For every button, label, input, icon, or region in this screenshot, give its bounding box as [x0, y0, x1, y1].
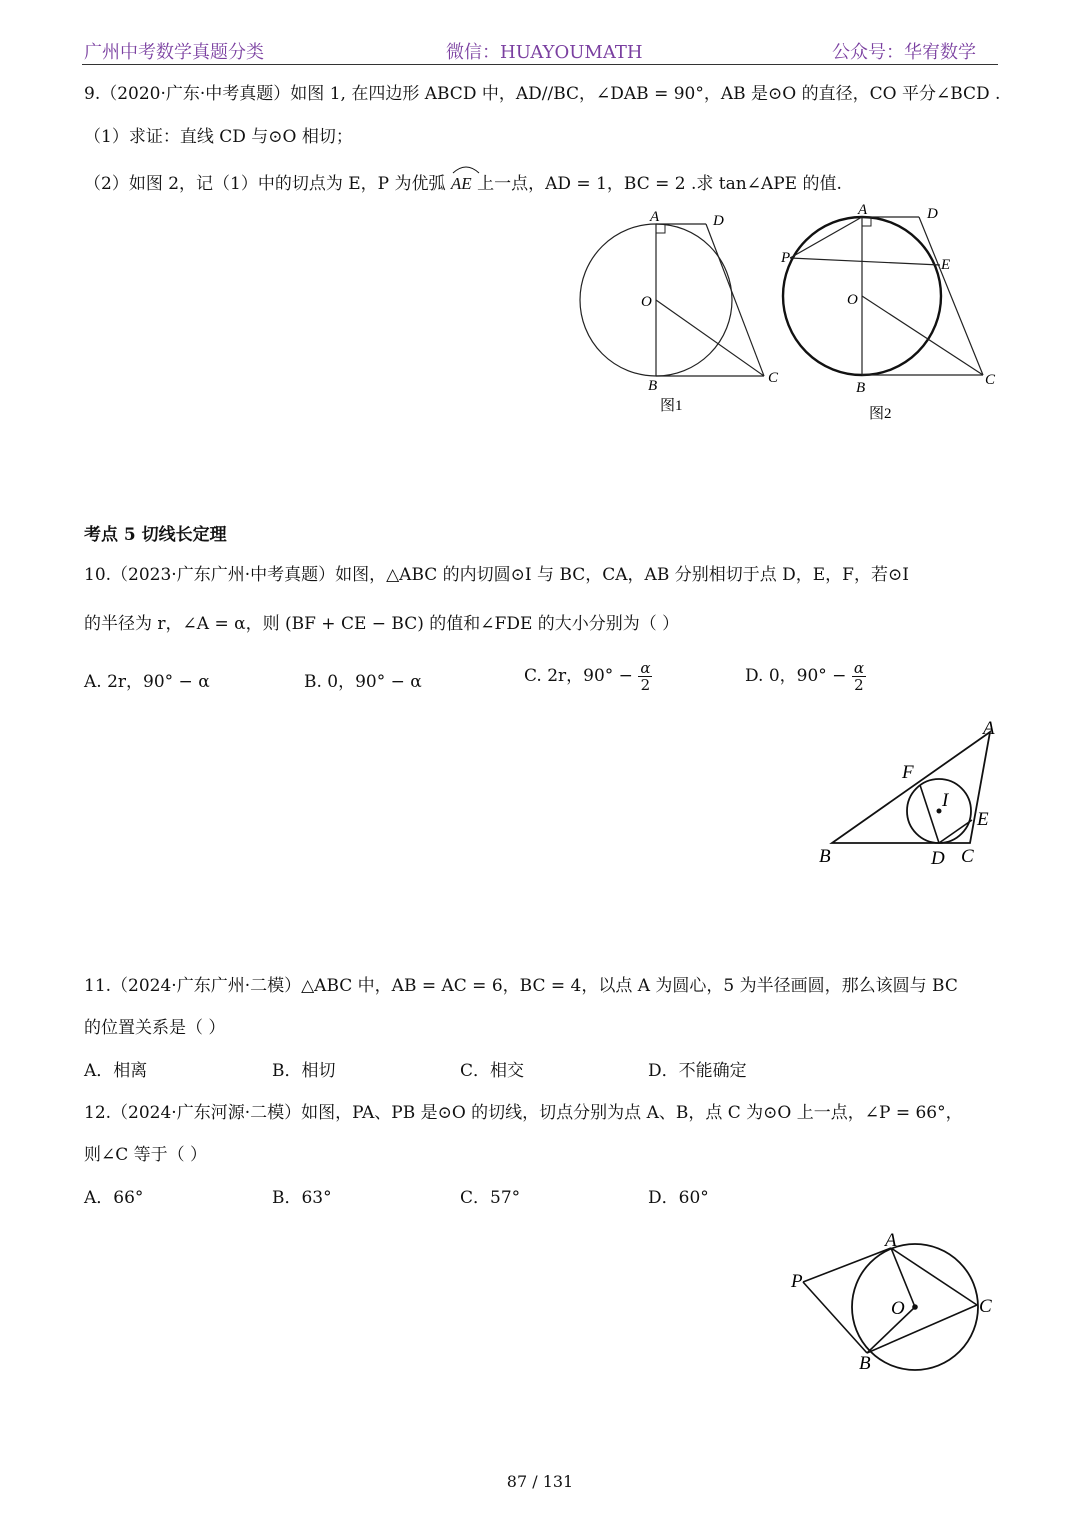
- fig1-oc: [656, 300, 764, 376]
- q9-part2-b: 上一点，AD = 1，BC = 2 .求 tan∠APE 的值.: [477, 174, 842, 194]
- q9-part1: （1）求证：直线 CD 与⊙O 相切；: [84, 127, 353, 147]
- q10-option-b[interactable]: B. 0，90° − α: [304, 672, 422, 692]
- fig2-label-c: C: [985, 372, 996, 388]
- q10-option-c[interactable]: [524, 660, 652, 693]
- q9-arc-ae: [451, 168, 472, 196]
- q12-figure: [785, 1225, 1005, 1375]
- q10-option-d-text: D. 0，90° −: [745, 666, 847, 686]
- fig2-label-b: B: [856, 380, 866, 396]
- fig1-dc: [706, 224, 764, 376]
- q10-df: [920, 785, 939, 843]
- q12-option-d[interactable]: D．60°: [648, 1188, 709, 1208]
- fig2-pa: [790, 217, 862, 258]
- q10-figure: [815, 715, 1015, 875]
- q10-option-d[interactable]: [745, 660, 866, 693]
- q10-option-c-text: C. 2r，90° −: [524, 666, 633, 686]
- q12-label-b: B: [859, 1353, 871, 1374]
- header-center: 微信：HUAYOUMATH: [446, 42, 643, 63]
- fig1-caption: 图1: [660, 398, 683, 414]
- fig1-right-angle: [656, 224, 665, 233]
- header-right: 公众号：华宥数学: [832, 42, 976, 63]
- q12-pb: [803, 1282, 867, 1353]
- q11-option-b[interactable]: B．相切: [272, 1061, 336, 1081]
- q12-label-o: O: [891, 1298, 905, 1319]
- fig2-label-d: D: [927, 206, 938, 222]
- q12-option-a[interactable]: A．66°: [84, 1188, 144, 1208]
- frac-den: 2: [854, 676, 864, 694]
- fig2-pe: [790, 258, 940, 265]
- fig2-label-p: P: [781, 250, 791, 266]
- q11-option-d[interactable]: D．不能确定: [648, 1061, 747, 1081]
- q12-label-p: P: [791, 1271, 803, 1292]
- fig2-oc: [862, 296, 983, 375]
- q12-stem-1: 12.（2024·广东河源·二模）如图，PA、PB 是⊙O 的切线，切点分别为点 A、B，点 C 为⊙O 上一点，∠P = 66°，: [84, 1103, 963, 1123]
- fig2-label-o: O: [847, 292, 858, 308]
- q10-de: [939, 820, 972, 843]
- q9-part2-a: （2）如图 2，记（1）中的切点为 E，P 为优弧: [84, 174, 446, 194]
- fig2-dc: [919, 217, 983, 375]
- q11-stem-2: 的位置关系是（ ）: [84, 1018, 226, 1038]
- q9-figure-2: [775, 200, 1015, 425]
- fig2-label-a: A: [858, 202, 868, 218]
- header-divider: [82, 64, 998, 65]
- q11-option-c[interactable]: C．相交: [460, 1061, 525, 1081]
- q12-ac: [891, 1248, 977, 1305]
- fig1-label-d: D: [713, 213, 724, 229]
- q10-option-a[interactable]: A. 2r，90° − α: [84, 672, 210, 692]
- q9-stem: 9.（2020·广东·中考真题）如图 1, 在四边形 ABCD 中，AD//BC，∠DAB = 90°，AB 是⊙O 的直径，CO 平分∠BCD .: [84, 84, 1001, 104]
- q10-label-d: D: [931, 848, 945, 869]
- q10-label-i: I: [942, 790, 949, 811]
- q9-part2: [84, 168, 842, 196]
- frac-num: α: [853, 659, 864, 677]
- fig1-label-o: O: [641, 294, 652, 310]
- q10-label-a: A: [983, 718, 995, 739]
- q12-bc: [867, 1305, 977, 1353]
- fig2-label-e: E: [941, 257, 951, 273]
- q10-stem-1: 10.（2023·广东广州·中考真题）如图，△ABC 的内切圆⊙I 与 BC，CA，AB 分别相切于点 D，E，F，若⊙I: [84, 565, 909, 585]
- q9-figure-1: [560, 205, 800, 425]
- q10-label-c: C: [961, 846, 974, 867]
- q10-center-dot: [937, 809, 942, 814]
- page-number: 87 / 131: [506, 1472, 574, 1491]
- fig2-caption: 图2: [869, 406, 892, 422]
- q12-center-dot: [912, 1304, 918, 1310]
- q10-option-c-fraction: [638, 660, 652, 693]
- fig1-label-b: B: [648, 378, 658, 394]
- q10-stem-2: 的半径为 r，∠A = α，则 (BF + CE − BC) 的值和∠FDE 的大小分别为（ ）: [84, 614, 680, 634]
- q10-label-e: E: [977, 809, 989, 830]
- frac-num: α: [640, 659, 651, 677]
- q9-arc-label: AE: [450, 174, 472, 193]
- q10-label-b: B: [819, 846, 831, 867]
- q12-label-a: A: [885, 1230, 897, 1251]
- fig1-label-a: A: [650, 209, 660, 225]
- q11-stem-1: 11.（2024·广东广州·二模）△ABC 中，AB = AC = 6，BC = 4，以点 A 为圆心，5 为半径画圆，那么该圆与 BC: [84, 976, 958, 996]
- q12-option-b[interactable]: B．63°: [272, 1188, 332, 1208]
- q12-option-c[interactable]: C．57°: [460, 1188, 521, 1208]
- q11-option-a[interactable]: A．相离: [84, 1061, 148, 1081]
- header-left: 广州中考数学真题分类: [84, 42, 264, 63]
- q12-stem-2: 则∠C 等于（ ）: [84, 1145, 208, 1165]
- q12-pa: [803, 1248, 891, 1282]
- q10-option-d-fraction: [852, 660, 866, 693]
- q10-label-f: F: [902, 762, 914, 783]
- q12-label-c: C: [979, 1296, 992, 1317]
- section-title: 考点 5 切线长定理: [84, 525, 227, 545]
- frac-den: 2: [640, 676, 651, 694]
- fig1-label-c: C: [768, 370, 779, 386]
